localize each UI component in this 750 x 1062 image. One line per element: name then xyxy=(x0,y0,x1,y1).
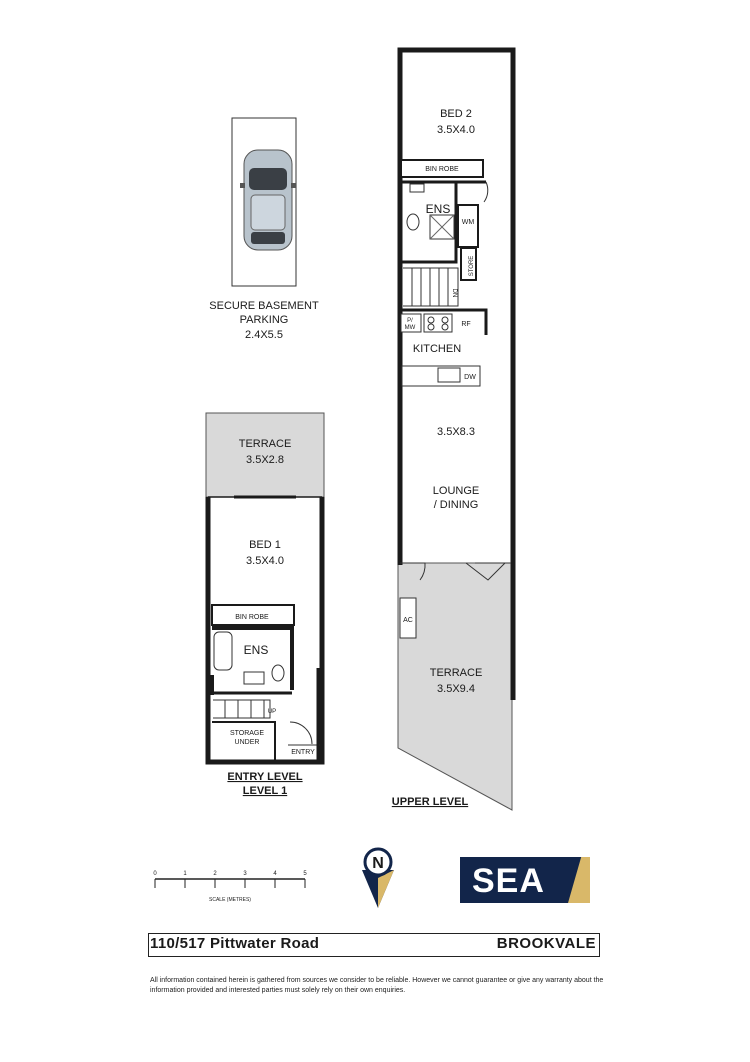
entry-level-title: ENTRY LEVEL xyxy=(227,771,303,783)
laundry-cupboard xyxy=(458,205,478,247)
bed2-label: BED 2 xyxy=(440,108,472,120)
disclaimer: All information contained herein is gathered from sources we consider to be reliable. However we cannot guarantee or give any warranty about the information provided and interested parties must solely rely on their own enquiries. xyxy=(150,977,604,994)
scale-tick-0: 0 xyxy=(153,871,157,877)
car-icon xyxy=(240,150,296,250)
parking-size: 2.4X5.5 xyxy=(245,329,283,341)
sea-logo xyxy=(460,857,590,903)
sea-logo-text: SEA xyxy=(472,862,545,900)
scale-bar xyxy=(155,879,305,888)
upper-ens-label: ENS xyxy=(425,202,451,216)
bed1-size: 3.5X4.0 xyxy=(246,555,284,567)
rf-label: RF xyxy=(461,321,471,328)
pmw-label: P/ xyxy=(407,318,413,324)
upper-terrace-size: 3.5X9.4 xyxy=(437,683,475,695)
ac-label: AC xyxy=(403,617,413,624)
entry-level-title-2: LEVEL 1 xyxy=(242,785,288,797)
entry-stair xyxy=(213,700,270,718)
upper-toilet-icon xyxy=(407,214,419,230)
store-label: STORE xyxy=(469,255,475,277)
cooktop-icon xyxy=(424,314,452,332)
scale-tick-5: 5 xyxy=(303,871,307,877)
compass-n: N xyxy=(372,855,384,872)
sink-icon xyxy=(438,368,460,382)
toilet-icon xyxy=(272,665,284,681)
upper-level-title: UPPER LEVEL xyxy=(391,796,469,808)
property-suburb: BROOKVALE xyxy=(496,935,596,952)
entry-up-label: UP xyxy=(267,709,277,715)
lounge-size: 3.5X8.3 xyxy=(437,426,475,438)
scale-label: SCALE (METRES) xyxy=(209,897,251,903)
scale-tick-1: 1 xyxy=(183,871,187,877)
parking-label: SECURE BASEMENT xyxy=(209,300,319,312)
entry-label: ENTRY xyxy=(291,749,315,756)
lounge-label-2: / DINING xyxy=(433,499,479,511)
lounge-label: LOUNGE xyxy=(432,485,480,497)
entry-robe-label: BIN ROBE xyxy=(235,614,269,621)
logo-swoosh xyxy=(568,857,590,903)
kitchen-label: KITCHEN xyxy=(412,343,462,355)
bathtub-icon xyxy=(214,632,232,670)
storage-label: STORAGE xyxy=(229,730,265,737)
vanity-icon xyxy=(244,672,264,684)
property-address: 110/517 Pittwater Road xyxy=(150,935,320,952)
parking-label-2: PARKING xyxy=(239,314,289,326)
scale-tick-3: 3 xyxy=(243,871,247,877)
dn-label: DN xyxy=(451,288,457,298)
parking-bay xyxy=(232,118,296,286)
basin-icon xyxy=(410,184,424,192)
wm-label: WM xyxy=(461,219,475,226)
scale-tick-4: 4 xyxy=(273,871,277,877)
scale-tick-2: 2 xyxy=(213,871,217,877)
entry-terrace-size: 3.5X2.8 xyxy=(246,454,284,466)
storage-label-2: UNDER xyxy=(234,739,260,746)
upper-robe-label: BIN ROBE xyxy=(425,166,459,173)
dw-label: DW xyxy=(464,374,476,381)
upper-terrace-label: TERRACE xyxy=(429,667,483,679)
pmw-label-2: MW xyxy=(404,325,416,331)
entry-ens-label: ENS xyxy=(243,643,269,657)
bed1-label: BED 1 xyxy=(249,539,281,551)
entry-terrace-label: TERRACE xyxy=(238,438,292,450)
bed2-size: 3.5X4.0 xyxy=(437,124,475,136)
